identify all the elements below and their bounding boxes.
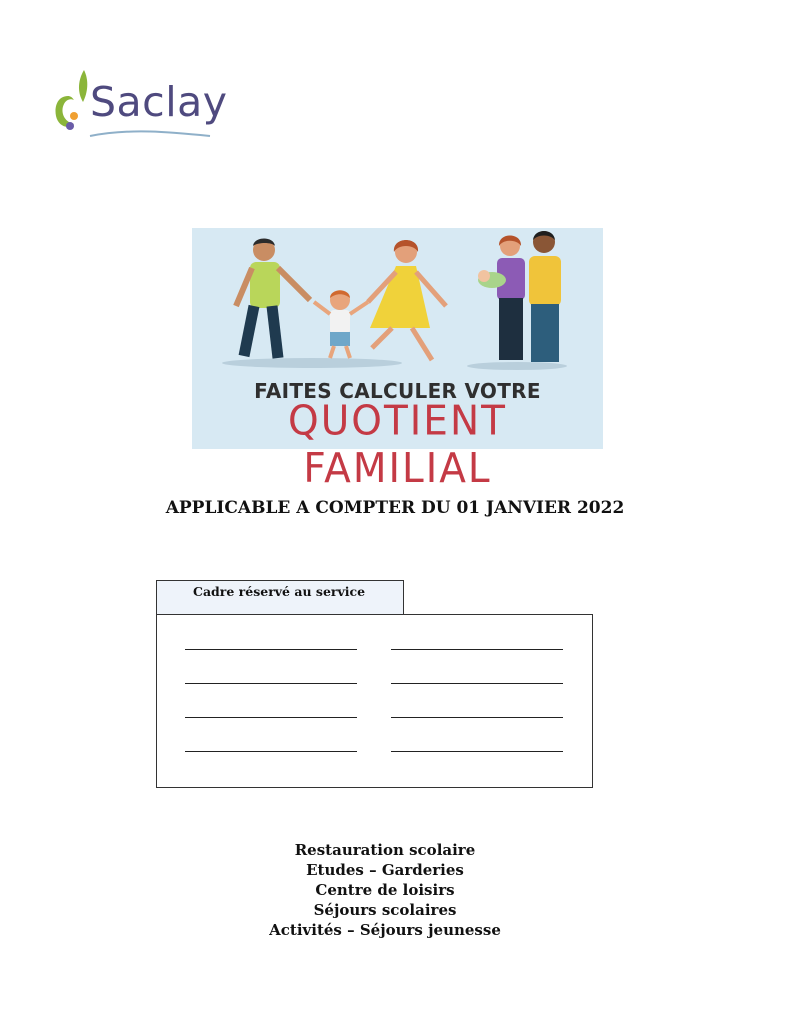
- blank-line: [391, 751, 563, 752]
- service-reserved-box: [156, 614, 593, 788]
- activity-item: Séjours scolaires: [313, 901, 457, 919]
- activity-item: Activités – Séjours jeunesse: [269, 921, 501, 939]
- logo-text: Saclay: [90, 78, 228, 126]
- activities-list: [0, 840, 770, 940]
- saclay-logo: [50, 66, 228, 146]
- service-reserved-tab: [156, 580, 404, 614]
- activity-item: Centre de loisirs: [315, 881, 455, 899]
- blank-line: [185, 717, 357, 718]
- activity-item: Restauration scolaire: [294, 841, 476, 859]
- blank-line: [185, 751, 357, 752]
- service-reserved-label: Cadre réservé au service: [193, 584, 366, 599]
- banner-title-line2: QUOTIENT FAMILIAL: [288, 397, 507, 493]
- activity-item: Etudes – Garderies: [306, 861, 464, 879]
- blank-line: [391, 717, 563, 718]
- family-illustration: [192, 228, 603, 378]
- logo-swoosh: [50, 66, 220, 146]
- applicable-date-heading: APPLICABLE A COMPTER DU 01 JANVIER 2022: [165, 498, 625, 518]
- blank-line: [185, 683, 357, 684]
- quotient-familial-banner: [192, 228, 603, 493]
- blank-line: [391, 683, 563, 684]
- banner-title-line1: FAITES CALCULER VOTRE: [254, 379, 541, 403]
- blank-line: [185, 649, 357, 650]
- blank-line: [391, 649, 563, 650]
